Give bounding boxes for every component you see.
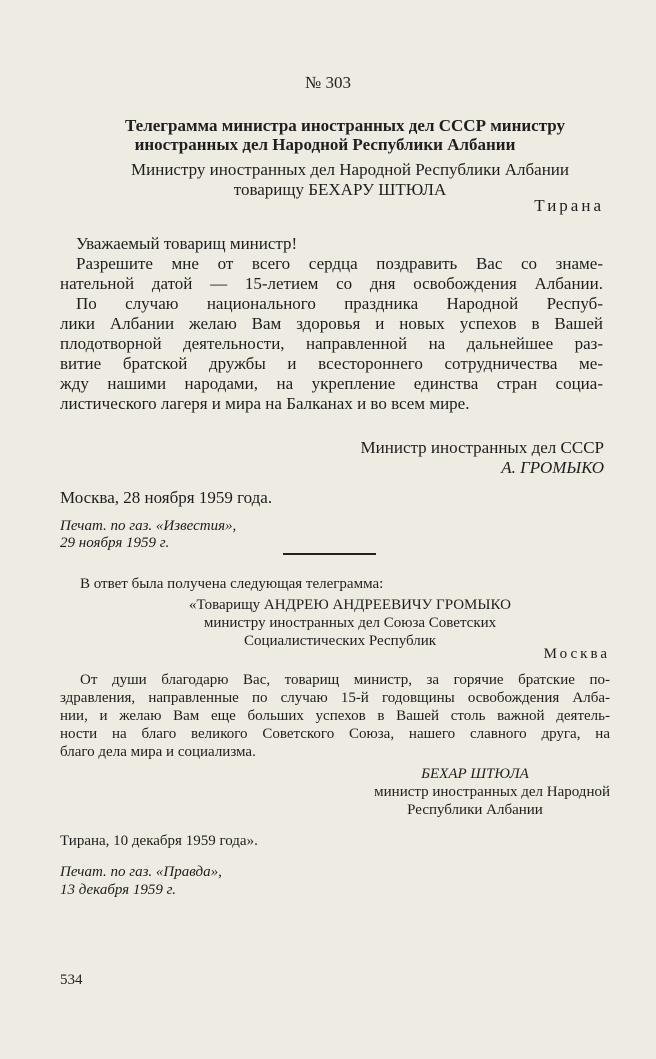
title-line-2: иностранных дел Народной Республики Албании — [134, 135, 516, 154]
reply-intro: В ответ была получена следующая телеграмма: — [80, 576, 384, 592]
body-line: По случаю национального праздника Народной Респуб- — [76, 294, 603, 313]
reply-address-line-3: Социалистических Республик — [243, 633, 437, 649]
body-line: листического лагеря и мира на Балканах и во всем мире. — [60, 394, 470, 413]
source-line-2: 29 ноября 1959 г. — [60, 535, 170, 551]
reply-body-line: благо дела мира и социализма. — [60, 744, 256, 760]
source-line-1: Печат. по газ. «Известия», — [60, 518, 237, 534]
reply-body-line: здравления, направленные по случаю 15-й годовщины освобождения Алба- — [60, 690, 610, 706]
body-line: витие братской дружбы и всестороннего сотрудничества ме- — [60, 354, 603, 373]
city: Тирана — [534, 196, 604, 215]
signature-name: А. ГРОМЫКО — [501, 458, 604, 477]
address-line-1: Министру иностранных дел Народной Республики Албании — [131, 160, 569, 179]
reply-address-line-2: министру иностранных дел Союза Советских — [203, 615, 497, 631]
title-line-1: Телеграмма министра иностранных дел СССР министру — [124, 116, 566, 135]
reply-body-line: нии, и желаю Вам еще больших успехов в Вашей столь важной деятель- — [60, 708, 610, 724]
reply-address-line-1: «Товарищу АНДРЕЮ АНДРЕЕВИЧУ ГРОМЫКО — [189, 597, 511, 613]
reply-city: Москва — [543, 646, 610, 662]
greeting: Уважаемый товарищ министр! — [76, 234, 298, 253]
reply-source-line-2: 13 декабря 1959 г. — [60, 882, 177, 898]
reply-body-line: ности на благо великого Советского Союза, нашего славного друга, на — [60, 726, 610, 742]
reply-body-line: От души благодарю Вас, товарищ министр, за горячие братские по- — [80, 672, 610, 688]
reply-signature-name: БЕХАР ШТЮЛА — [421, 766, 529, 782]
reply-signature-title-2: Республики Албании — [407, 802, 543, 818]
signature-title: Министр иностранных дел СССР — [360, 438, 604, 457]
reply-source-line-1: Печат. по газ. «Правда», — [60, 864, 222, 880]
page-number: 534 — [60, 972, 83, 988]
reply-date: Тирана, 10 декабря 1959 года». — [60, 833, 258, 849]
document-number: № 303 — [305, 73, 351, 92]
reply-signature-title-1: министр иностранных дел Народной — [374, 784, 610, 800]
body-line: жду нашими народами, на укрепление единства стран социа- — [60, 374, 603, 393]
body-line: нательной датой — 15-летием со дня освобождения Албании. — [60, 274, 603, 293]
address-line-2: товарищу БЕХАРУ ШТЮЛА — [233, 180, 447, 199]
body-line: Разрешите мне от всего сердца поздравить Вас со знаме- — [76, 254, 603, 273]
divider — [283, 553, 376, 555]
body-line: лики Албании желаю Вам здоровья и новых успехов в Вашей — [60, 314, 603, 333]
body-line: плодотворной деятельности, направленной на дальнейшее раз- — [60, 334, 603, 353]
date: Москва, 28 ноября 1959 года. — [60, 488, 273, 507]
